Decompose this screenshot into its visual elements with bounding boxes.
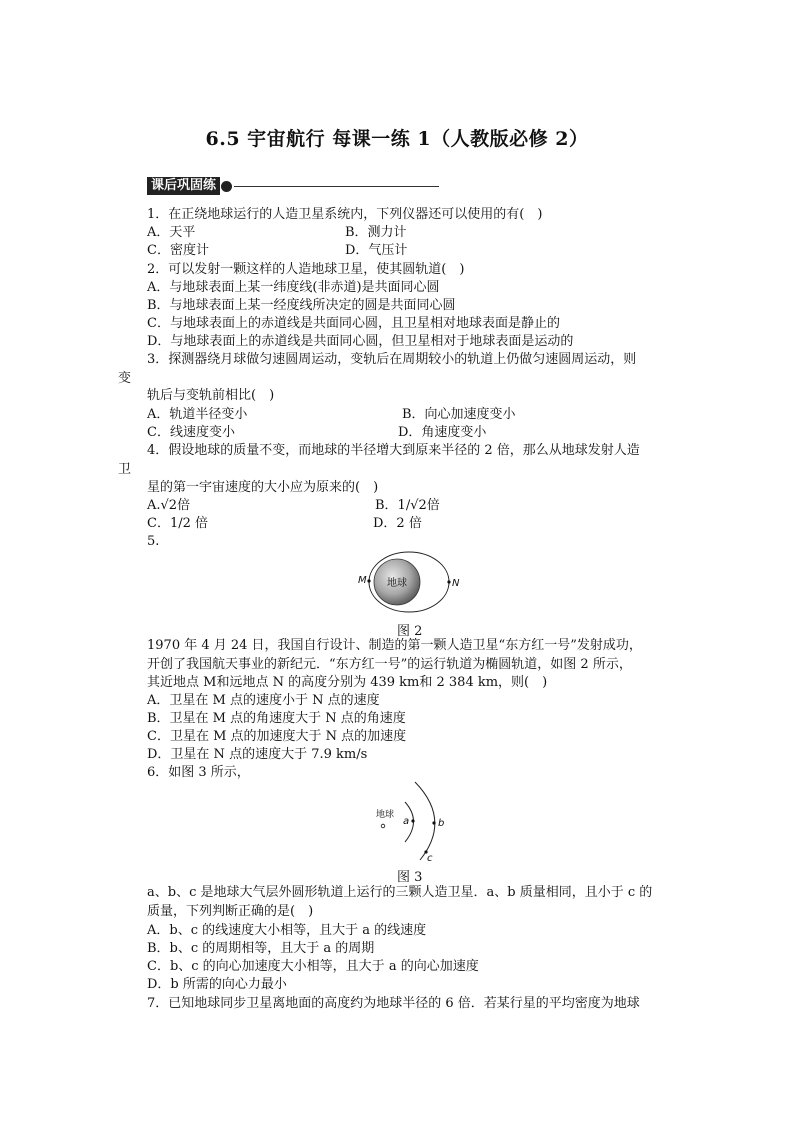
section-header [147,176,439,196]
q6-stem-line2: 质量，下列判断正确的是( ) [147,904,314,919]
fig3-earth-label: 地球 [376,810,395,820]
satellite-a-marker [411,819,414,822]
q4-option-a: A.√2倍 [147,498,191,513]
earth-center-marker [381,824,385,828]
q2-option-d: D．与地球表面上的赤道线是共面同心圆，但卫星相对于地球表面是运动的 [147,334,574,349]
satellite-b-marker [432,821,435,824]
q6-option-b: B．b、c 的周期相等，且大于 a 的周期 [147,941,375,956]
satellite-a-label: a [403,816,410,827]
figure-3-orbits [370,780,450,862]
q1-option-a: A．天平 [147,225,196,240]
section-label: 课后巩固练 [147,177,220,195]
q3-stem-line1: 3．探测器绕月球做匀速圆周运动，变轨后在周期较小的轨道上仍做匀速圆周运动，则 [147,352,637,367]
orbit-bc-arc [415,782,435,860]
q6-option-c: C．b、c 的向心加速度大小相等，且大于 a 的向心加速度 [147,959,479,974]
q5-stem-line3: 其近地点 M和远地点 N 的高度分别为 439 km和 2 384 km，则( ) [147,675,548,690]
q5-option-a: A．卫星在 M 点的速度小于 N 点的速度 [147,693,380,708]
figure-2-ellipse-orbit [355,548,465,618]
q2-option-c: C．与地球表面上的赤道线是共面同心圆，且卫星相对地球表面是静止的 [147,316,560,331]
q4-stem-line2: 星的第一宇宙速度的大小应为原来的( ) [147,480,379,495]
q6-stem: 6．如图 3 所示， [147,765,250,780]
page-title: 6.5 宇宙航行 每课一练 1（人教版必修 2） [205,128,589,150]
figure-2-caption: 图 2 [397,624,423,639]
q2-stem: 2．可以发射一颗这样的人造地球卫星，使其圆轨道( ) [147,262,465,277]
satellite-c-label: c [427,853,433,862]
q3-option-b: B．向心加速度变小 [402,407,516,422]
point-n-marker [447,580,450,583]
q1-stem: 1．在正绕地球运行的人造卫星系统内，下列仪器还可以使用的有( ) [147,207,543,222]
figure-3-caption: 图 3 [397,870,423,885]
q4-option-c: C．1/2 倍 [147,516,209,531]
q1-option-d: D．气压计 [345,243,408,258]
point-m-label: M [358,575,367,586]
point-m-marker [367,579,370,582]
q2-option-b: B．与地球表面上某一经度线所决定的圆是共面同心圆 [147,298,456,313]
q4-stem-line1: 4．假设地球的质量不变，而地球的半径增大到原来半径的 2 倍，那么从地球发射人造 [147,443,640,458]
q6-stem-line1: a、b、c 是地球大气层外圆形轨道上运行的三颗人造卫星．a、b 质量相同，且小于 c 的 [147,885,653,900]
section-divider [234,186,439,187]
fig2-earth-label: 地球 [387,578,407,589]
q5-stem-line1: 1970 年 4 月 24 日，我国自行设计、制造的第一颗人造卫星“东方红一号”发射成功， [147,638,642,653]
q2-option-a: A．与地球表面上某一纬度线(非赤道)是共面同心圆 [147,280,440,295]
q6-option-a: A．b、c 的线速度大小相等，且大于 a 的线速度 [147,923,427,938]
q4-stem-wrap-char: 卫 [118,462,132,477]
q3-option-c: C．线速度变小 [147,425,235,440]
q3-option-a: A．轨道半径变小 [147,407,248,422]
q5-option-d: D．卫星在 N 点的速度大于 7.9 km/s [147,747,368,762]
q5-option-c: C．卫星在 M 点的加速度大于 N 点的加速度 [147,729,407,744]
q6-option-d: D．b 所需的向心力最小 [147,977,287,992]
point-n-label: N [452,578,460,589]
q5-option-b: B．卫星在 M 点的角速度大于 N 点的角速度 [147,711,406,726]
q5-number: 5. [147,534,160,549]
satellite-b-label: b [438,818,445,829]
q3-option-d: D．角速度变小 [398,425,487,440]
q3-stem-line2: 轨后与变轨前相比( ) [147,388,275,403]
q4-option-d: D．2 倍 [373,516,422,531]
q5-stem-line2: 开创了我国航天事业的新纪元．“东方红一号”的运行轨道为椭圆轨道，如图 2 所示， [147,657,632,672]
q3-stem-wrap-char: 变 [118,371,132,386]
q4-option-b: B．1/√2倍 [375,498,440,513]
section-bullet-icon [221,181,232,192]
q1-option-c: C．密度计 [147,243,209,258]
q7-stem-line1: 7．已知地球同步卫星离地面的高度约为地球半径的 6 倍．若某行星的平均密度为地球 [147,996,640,1011]
q1-option-b: B．测力计 [345,225,407,240]
